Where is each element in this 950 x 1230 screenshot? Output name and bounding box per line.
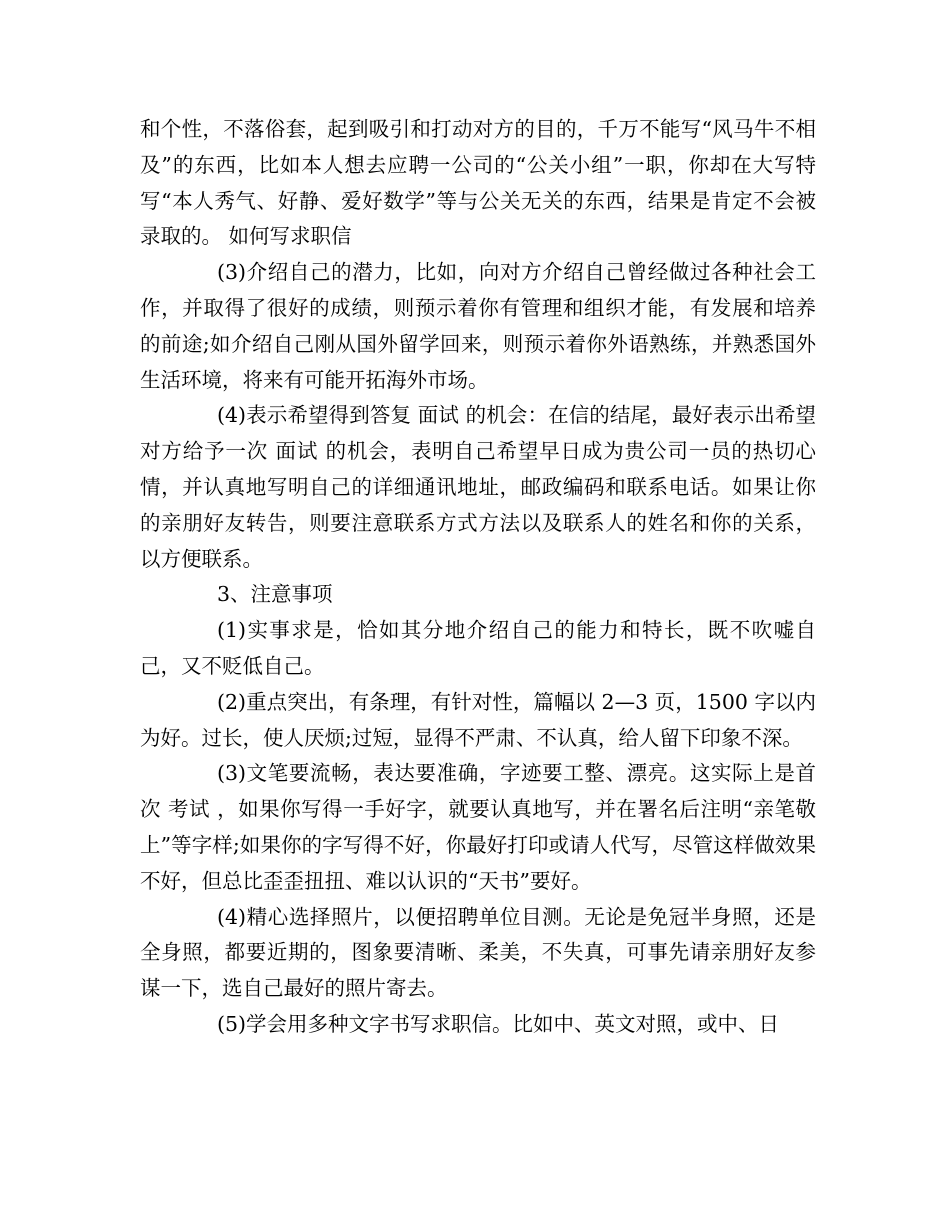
paragraph-note-2: (2)重点突出，有条理，有针对性，篇幅以 2—3 页，1500 字以内为好。过长，使人厌烦;过短，显得不严肃、不认真，给人留下印象不深。 — [140, 689, 816, 750]
paragraph-point-3-potential: (3)介绍自己的潜力，比如，向对方介绍自己曾经做过各种社会工作，并取得了很好的成绩，则预示着你有管理和组织才能，有发展和培养的前途;如介绍自己刚从国外留学回来，则预示着你外语熟练，并熟悉国外生活环境，将来有可能开拓海外市场。 — [140, 260, 816, 392]
paragraph-note-3: (3)文笔要流畅，表达要准确，字迹要工整、漂亮。这实际上是首次 考试 ，如果你写得一手好字，就要认真地写，并在署名后注明“亲笔敬上”等字样;如果你的字写得不好，你最好打印或请人代写，尽管这样做效果不好，但总比歪歪扭扭、难以认识的“天书”要好。 — [140, 761, 816, 893]
paragraph-note-4: (4)精心选择照片，以便招聘单位目测。无论是免冠半身照，还是全身照，都要近期的，图象要清晰、柔美，不失真，可事先请亲朋好友参谋一下，选自己最好的照片寄去。 — [140, 904, 816, 1001]
paragraph-continuation: 和个性，不落俗套，起到吸引和打动对方的目的，千万不能写“风马牛不相及”的东西，比如本人想去应聘一公司的“公关小组”一职，你却在大写特写“本人秀气、好静、爱好数学”等与公关无关的东西，结果是肯定不会被录取的。 如何写求职信 — [140, 117, 816, 249]
paragraph-note-1: (1)实事求是，恰如其分地介绍自己的能力和特长，既不吹嘘自己，又不贬低自己。 — [140, 618, 816, 678]
paragraph-note-5: (5)学会用多种文字书写求职信。比如中、英文对照，或中、日 — [217, 1011, 780, 1036]
section-heading-notes: 3、注意事项 — [217, 582, 333, 607]
paragraph-point-4-interview: (4)表示希望得到答复 面试 的机会：在信的结尾，最好表示出希望对方给予一次 面试 的机会，表明自己希望早日成为贵公司一员的热切心情，并认真地写明自己的详细通讯地址，邮政编码和联系电话。如果让你的亲朋好友转告，则要注意联系方式方法以及联系人的姓名和你的关系，以方便联系。 — [140, 403, 816, 571]
body-text — [140, 112, 816, 1043]
